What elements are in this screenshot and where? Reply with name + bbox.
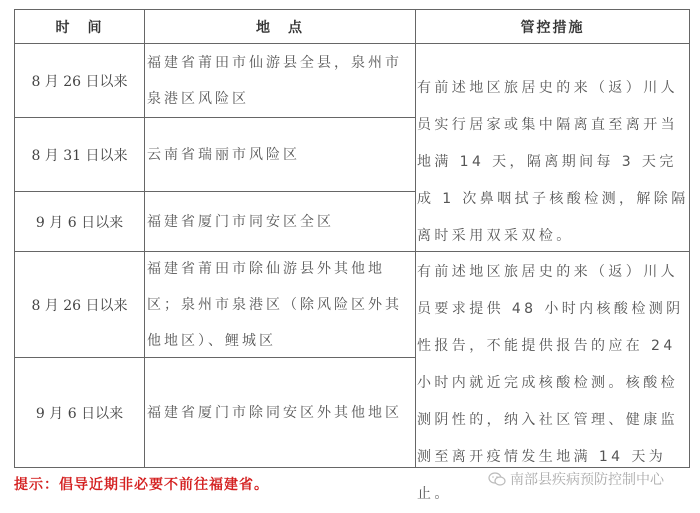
row-date: 8 月 31 日以来 [31,147,128,164]
wechat-icon [488,472,506,486]
place-text: 福建省莆田市除仙游县外其他地区；泉州市泉港区（除风险区外其他地区）、鲤城区 [147,260,402,349]
place-text: 福建省莆田市仙游县全县，泉州市泉港区风险区 [147,54,402,107]
measure-quarantine [417,70,689,244]
header-place: 地 点 [256,19,304,36]
measure-text: 有前述地区旅居史的来（返）川人员实行居家或集中隔离直至离开当地满 14 天，隔离期间每 3 天完成 1 次鼻咽拭子核酸检测，解除隔离时采用双采双检。 [417,80,689,244]
row-date: 9 月 6 日以来 [35,405,124,422]
place-text: 云南省瑞丽市风险区 [147,146,300,163]
row-place [146,358,414,467]
row-place [146,44,414,117]
watermark [488,469,664,489]
row-place [146,252,416,357]
header-measures: 管控措施 [520,19,585,36]
header-time: 时 间 [55,19,104,36]
measure-text: 有前述地区旅居史的来（返）川人员要求提供 48 小时内核酸检测阴性报告，不能提供报告的应在 24 小时内就近完成核酸检测。核酸检测阴性的，纳入社区管理、健康监测至离开疫情发生地满 14 天为止。 [417,264,684,502]
column-divider [144,10,145,467]
place-text: 福建省厦门市同安区全区 [147,213,334,230]
watermark-text: 南部县疾病预防控制中心 [510,472,664,488]
row-place [146,192,414,251]
column-divider [415,10,416,467]
row-place [146,118,414,191]
row-date: 9 月 6 日以来 [35,214,124,231]
tip-note: 提示：倡导近期非必要不前往福建省。 [14,477,269,493]
row-date: 8 月 26 日以来 [31,73,128,90]
place-text: 福建省厦门市除同安区外其他地区 [147,404,402,421]
row-date: 8 月 26 日以来 [31,297,128,314]
